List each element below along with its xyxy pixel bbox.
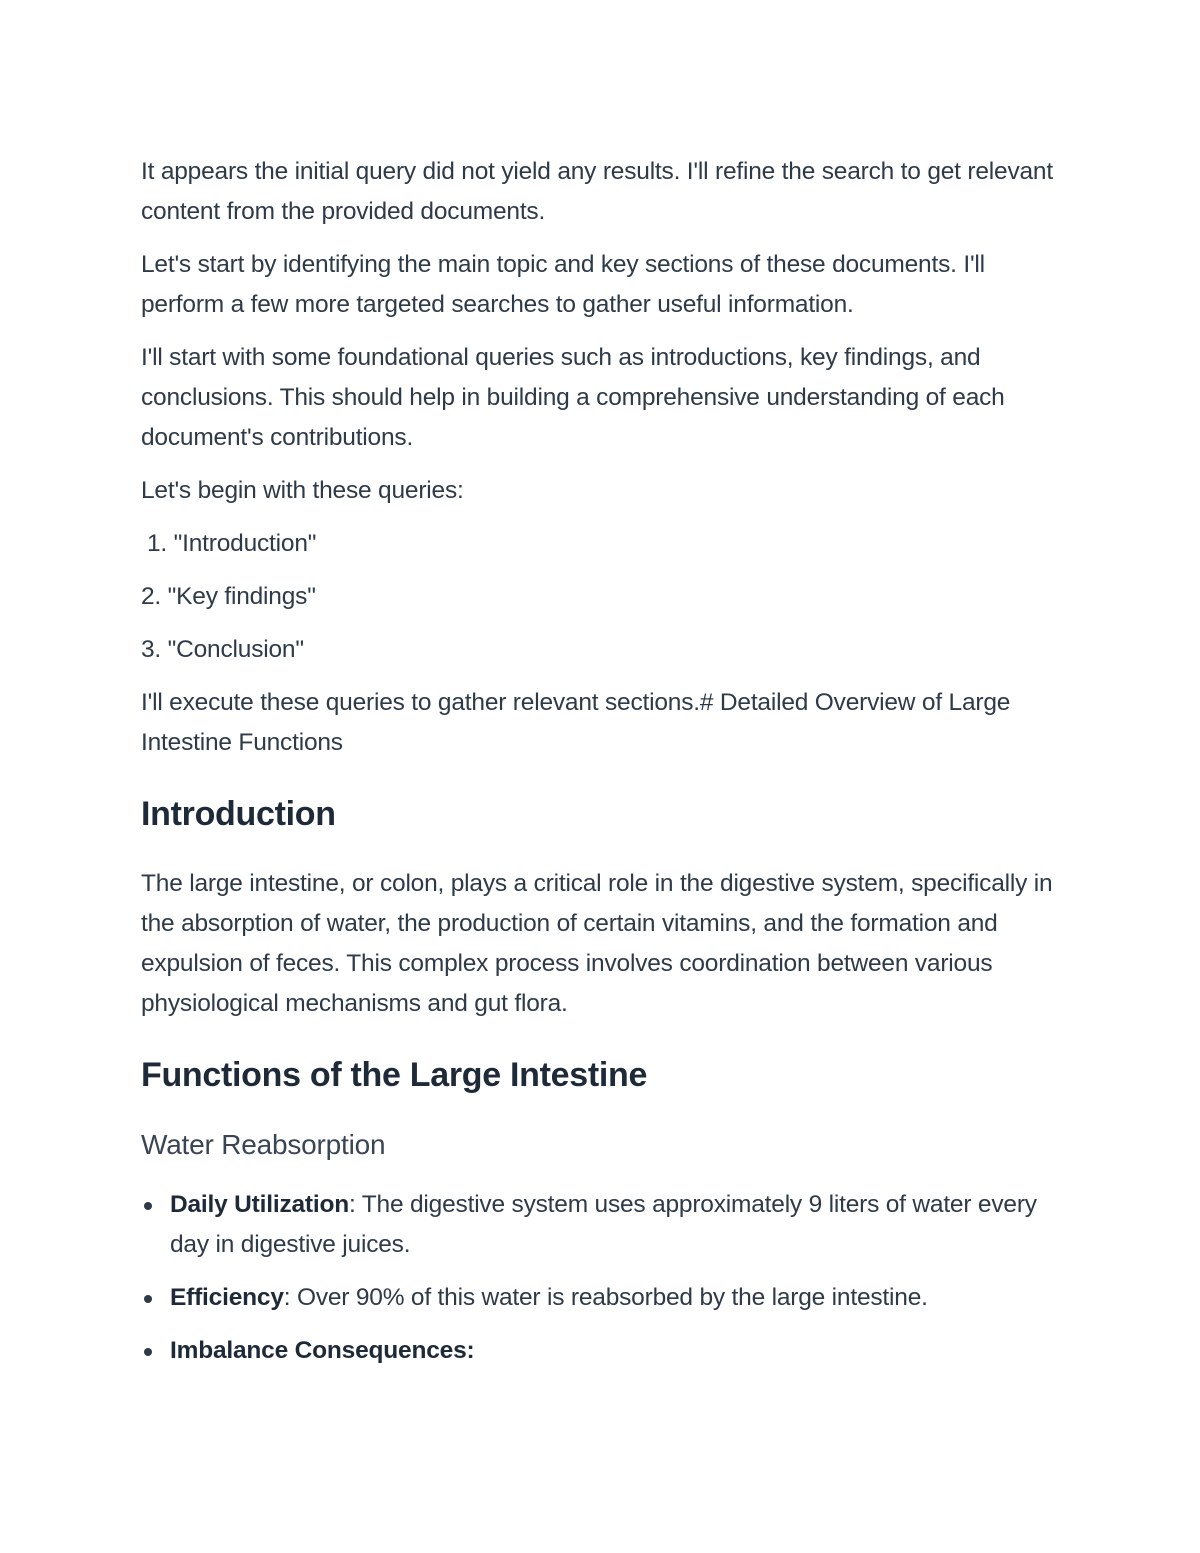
paragraph-identify-topic: Let's start by identifying the main topic and key sections of these documents. I'll perform a few more targeted searches to gather useful information. — [141, 251, 985, 318]
bullet-dot — [144, 1202, 152, 1210]
paragraph-begin-queries: Let's begin with these queries: — [141, 477, 464, 504]
subheading-water-reabsorption: Water Reabsorption — [141, 1129, 386, 1160]
list-item-daily-utilization — [141, 1185, 1071, 1265]
term-efficiency: Efficiency — [170, 1284, 284, 1311]
term-imbalance-consequences: Imbalance Consequences — [170, 1337, 467, 1364]
heading-functions: Functions of the Large Intestine — [141, 1056, 648, 1094]
list-item-efficiency — [141, 1278, 1071, 1318]
paragraph-execute-queries: I'll execute these queries to gather relevant sections.# Detailed Overview of Large Intestine Functions — [141, 689, 1011, 756]
desc-imbalance-consequences: : — [466, 1337, 475, 1364]
list-item-imbalance-consequences — [141, 1331, 1071, 1371]
query-item-key-findings: 2. "Key findings" — [141, 583, 316, 610]
desc-efficiency: : Over 90% of this water is reabsorbed by the large intestine. — [283, 1284, 928, 1311]
term-daily-utilization: Daily Utilization — [170, 1191, 350, 1218]
query-item-conclusion: 3. "Conclusion" — [141, 636, 304, 663]
bullet-dot — [144, 1348, 152, 1356]
paragraph-initial-query: It appears the initial query did not yield any results. I'll refine the search to get relevant content from the provided documents. — [141, 158, 1053, 225]
heading-introduction: Introduction — [141, 795, 336, 833]
paragraph-introduction-body: The large intestine, or colon, plays a critical role in the digestive system, specifically in the absorption of water, the production of certain vitamins, and the formation and expulsion of feces. This complex process involves coordination between various physiological mechanisms and gut flora. — [141, 870, 1053, 1017]
document-page — [141, 152, 1071, 1384]
paragraph-foundational-queries: I'll start with some foundational queries such as introductions, key findings, and conclusions. This should help in building a comprehensive understanding of each document's contributions. — [141, 344, 1005, 451]
bullet-dot — [144, 1295, 152, 1303]
water-reabsorption-list — [141, 1185, 1071, 1371]
query-item-introduction: 1. "Introduction" — [147, 530, 317, 557]
desc-daily-utilization: : The digestive system uses approximately 9 liters of water every day in digestive juices. — [170, 1191, 1037, 1258]
